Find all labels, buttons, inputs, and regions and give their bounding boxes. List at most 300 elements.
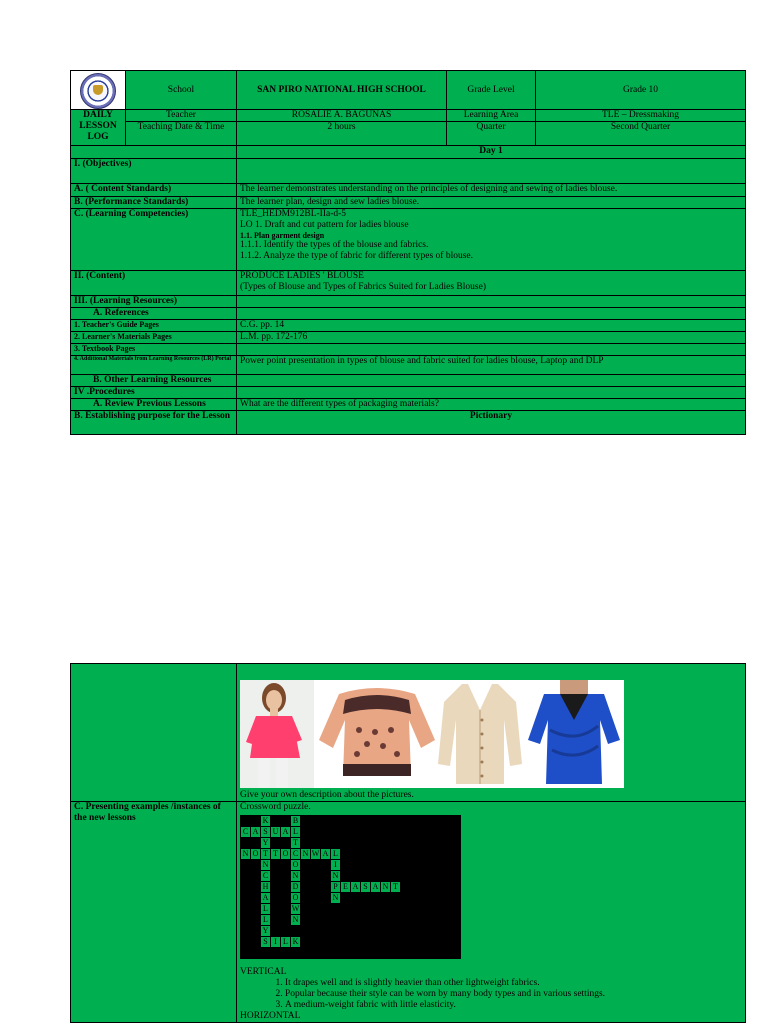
crossword-letter-cell: P bbox=[331, 882, 341, 893]
crossword-blank-cell bbox=[251, 860, 261, 871]
crossword-blank-cell bbox=[381, 937, 391, 948]
crossword-blank-cell bbox=[351, 827, 361, 838]
crossword-letter-cell: A bbox=[321, 849, 331, 860]
crossword-letter-cell: T bbox=[391, 882, 401, 893]
crossword-letter-cell: T bbox=[261, 849, 271, 860]
crossword-letter-cell: C bbox=[291, 849, 301, 860]
crossword-letter-cell: B bbox=[291, 816, 301, 827]
crossword-blank-cell bbox=[281, 948, 291, 959]
crossword-letter-cell: N bbox=[331, 871, 341, 882]
crossword-blank-cell bbox=[451, 849, 461, 860]
competency-code: TLE_HEDM912BL-IIa-d-5 bbox=[240, 209, 347, 219]
crossword-blank-cell bbox=[401, 904, 411, 915]
dll-line-2: LESSON bbox=[79, 121, 117, 131]
crossword-blank-cell bbox=[241, 904, 251, 915]
crossword-blank-cell bbox=[371, 915, 381, 926]
pictures-label-cell bbox=[71, 664, 237, 802]
deped-seal-cell bbox=[71, 71, 126, 110]
crossword-blank-cell bbox=[351, 948, 361, 959]
crossword-blank-cell bbox=[381, 948, 391, 959]
crossword-blank-cell bbox=[301, 915, 311, 926]
performance-standards: The learner plan, design and sew ladies blouse. bbox=[237, 197, 746, 209]
crossword-blank-cell bbox=[301, 882, 311, 893]
crossword-blank-cell bbox=[411, 915, 421, 926]
crossword-blank-cell bbox=[361, 871, 371, 882]
crossword-row bbox=[241, 926, 461, 937]
crossword-blank-cell bbox=[451, 816, 461, 827]
school-name: SAN PIRO NATIONAL HIGH SCHOOL bbox=[237, 71, 447, 110]
crossword-blank-cell bbox=[251, 948, 261, 959]
crossword-letter-cell: I bbox=[331, 860, 341, 871]
crossword-blank-cell bbox=[391, 827, 401, 838]
crossword-blank-cell bbox=[311, 915, 321, 926]
crossword-blank-cell bbox=[331, 915, 341, 926]
objectives-value bbox=[237, 159, 746, 184]
crossword-letter-cell: O bbox=[281, 849, 291, 860]
crossword-blank-cell bbox=[381, 849, 391, 860]
crossword-blank-cell bbox=[361, 827, 371, 838]
textbook-value bbox=[237, 344, 746, 356]
crossword-blank-cell bbox=[311, 816, 321, 827]
crossword-blank-cell bbox=[271, 915, 281, 926]
crossword-blank-cell bbox=[351, 838, 361, 849]
crossword-blank-cell bbox=[411, 882, 421, 893]
crossword-blank-cell bbox=[401, 915, 411, 926]
crossword-letter-cell: O bbox=[291, 860, 301, 871]
crossword-blank-cell bbox=[331, 816, 341, 827]
crossword-blank-cell bbox=[381, 860, 391, 871]
date-value: 2 hours bbox=[237, 122, 447, 146]
crossword-blank-cell bbox=[421, 816, 431, 827]
school-label: School bbox=[126, 71, 237, 110]
crossword-blank-cell bbox=[281, 838, 291, 849]
other-resources-value bbox=[237, 375, 746, 387]
crossword-blank-cell bbox=[361, 849, 371, 860]
dll-line-1: DAILY bbox=[83, 110, 113, 120]
crossword-blank-cell bbox=[351, 926, 361, 937]
crossword-blank-cell bbox=[361, 893, 371, 904]
crossword-blank-cell bbox=[241, 816, 251, 827]
crossword-row bbox=[241, 860, 461, 871]
date-label: Teaching Date & Time bbox=[126, 122, 237, 146]
crossword-blank-cell bbox=[311, 893, 321, 904]
crossword-blank-cell bbox=[351, 849, 361, 860]
additional-materials-label: 4. Additional Materials from Learning Resources (LR) Portal bbox=[71, 356, 237, 375]
crossword-blank-cell bbox=[431, 893, 441, 904]
crossword-blank-cell bbox=[281, 871, 291, 882]
crossword-blank-cell bbox=[301, 860, 311, 871]
performance-standards-label: B. (Performance Standards) bbox=[71, 197, 237, 209]
crossword-letter-cell: N bbox=[331, 893, 341, 904]
crossword-letter-cell: A bbox=[251, 827, 261, 838]
crossword-row bbox=[241, 915, 461, 926]
crossword-blank-cell bbox=[431, 827, 441, 838]
other-resources-label: B. Other Learning Resources bbox=[71, 375, 237, 387]
crossword-blank-cell bbox=[301, 926, 311, 937]
crossword-blank-cell bbox=[411, 948, 421, 959]
review: What are the different types of packaging materials? bbox=[237, 399, 746, 411]
crossword-blank-cell bbox=[451, 948, 461, 959]
blouse-pictures bbox=[240, 680, 624, 788]
crossword-letter-cell: C bbox=[241, 827, 251, 838]
crossword-letter-cell: S bbox=[261, 937, 271, 948]
crossword-blank-cell bbox=[361, 816, 371, 827]
procedures-label: IV .Procedures bbox=[71, 387, 237, 399]
crossword-blank-cell bbox=[301, 893, 311, 904]
crossword-blank-cell bbox=[331, 904, 341, 915]
learners-materials-label: 2. Learner's Materials Pages bbox=[71, 332, 237, 344]
crossword-blank-cell bbox=[381, 871, 391, 882]
crossword-blank-cell bbox=[321, 816, 331, 827]
crossword-blank-cell bbox=[381, 926, 391, 937]
crossword-blank-cell bbox=[411, 893, 421, 904]
crossword-blank-cell bbox=[381, 838, 391, 849]
competency-1-1: 1.1. Plan garment design bbox=[240, 231, 325, 240]
crossword-row bbox=[241, 937, 461, 948]
crossword-blank-cell bbox=[431, 871, 441, 882]
references-label: A. References bbox=[71, 308, 237, 320]
crossword-blank-cell bbox=[271, 893, 281, 904]
crossword-cell bbox=[237, 802, 746, 1023]
crossword-letter-cell: I bbox=[271, 937, 281, 948]
crossword-letter-cell: T bbox=[291, 838, 301, 849]
purpose: Pictionary bbox=[237, 411, 746, 435]
crossword-blank-cell bbox=[331, 827, 341, 838]
competency-1-1-2: 1.1.2. Analyze the type of fabric for different types of blouse. bbox=[240, 251, 474, 261]
crossword-blank-cell bbox=[241, 838, 251, 849]
crossword-letter-cell: N bbox=[261, 860, 271, 871]
vertical-clue: 3. A medium-weight fabric with little elasticity. bbox=[285, 1000, 742, 1011]
crossword-blank-cell bbox=[421, 860, 431, 871]
crossword-blank-cell bbox=[431, 838, 441, 849]
crossword-letter-cell: K bbox=[291, 937, 301, 948]
crossword-blank-cell bbox=[411, 838, 421, 849]
crossword-blank-cell bbox=[371, 816, 381, 827]
crossword-letter-cell: K bbox=[261, 816, 271, 827]
crossword-blank-cell bbox=[361, 838, 371, 849]
crossword-blank-cell bbox=[381, 893, 391, 904]
crossword-blank-cell bbox=[401, 948, 411, 959]
crossword-blank-cell bbox=[351, 904, 361, 915]
crossword-blank-cell bbox=[301, 816, 311, 827]
crossword-blank-cell bbox=[311, 926, 321, 937]
crossword-blank-cell bbox=[251, 915, 261, 926]
crossword-blank-cell bbox=[411, 937, 421, 948]
crossword-blank-cell bbox=[291, 926, 301, 937]
crossword-blank-cell bbox=[441, 948, 451, 959]
crossword-blank-cell bbox=[281, 816, 291, 827]
competencies bbox=[237, 209, 746, 271]
crossword-row bbox=[241, 849, 461, 860]
crossword-blank-cell bbox=[341, 904, 351, 915]
crossword-blank-cell bbox=[451, 860, 461, 871]
competency-1-1-1: 1.1.1. Identify the types of the blouse and fabrics. bbox=[240, 240, 429, 250]
crossword-blank-cell bbox=[301, 871, 311, 882]
crossword-blank-cell bbox=[321, 937, 331, 948]
dll-line-3: LOG bbox=[87, 132, 109, 142]
crossword-blank-cell bbox=[341, 915, 351, 926]
crossword-letter-cell: W bbox=[311, 849, 320, 858]
crossword-blank-cell bbox=[421, 926, 431, 937]
crossword-blank-cell bbox=[381, 904, 391, 915]
crossword-blank-cell bbox=[281, 904, 291, 915]
review-label: A. Review Previous Lessons bbox=[71, 399, 237, 411]
crossword-blank-cell bbox=[371, 893, 381, 904]
crossword-letter-cell: A bbox=[351, 882, 361, 893]
crossword-blank-cell bbox=[251, 904, 261, 915]
crossword-blank-cell bbox=[391, 904, 401, 915]
crossword-row bbox=[241, 838, 461, 849]
crossword-blank-cell bbox=[431, 926, 441, 937]
crossword-blank-cell bbox=[421, 838, 431, 849]
crossword-blank-cell bbox=[431, 937, 441, 948]
crossword-blank-cell bbox=[371, 937, 381, 948]
crossword-letter-cell: Y bbox=[261, 926, 271, 937]
crossword-blank-cell bbox=[341, 838, 351, 849]
vertical-heading: VERTICAL bbox=[240, 967, 287, 977]
crossword-blank-cell bbox=[301, 937, 311, 948]
crossword-blank-cell bbox=[421, 871, 431, 882]
pink-blouse-photo bbox=[240, 680, 314, 788]
crossword-letter-cell: S bbox=[361, 882, 371, 893]
crossword-blank-cell bbox=[241, 937, 251, 948]
crossword-blank-cell bbox=[281, 882, 291, 893]
crossword-letter-cell: N bbox=[241, 849, 251, 860]
crossword-letter-cell: L bbox=[281, 937, 291, 948]
crossword-blank-cell bbox=[441, 904, 451, 915]
crossword-blank-cell bbox=[321, 882, 331, 893]
crossword-letter-cell: L bbox=[331, 849, 341, 860]
crossword-blank-cell bbox=[431, 882, 441, 893]
crossword-letter-cell: S bbox=[261, 827, 271, 838]
crossword-blank-cell bbox=[361, 904, 371, 915]
crossword-blank-cell bbox=[391, 838, 401, 849]
crossword-blank-cell bbox=[391, 937, 401, 948]
crossword-blank-cell bbox=[401, 827, 411, 838]
crossword-blank-cell bbox=[251, 937, 261, 948]
crossword-blank-cell bbox=[261, 948, 271, 959]
crossword-blank-cell bbox=[361, 860, 371, 871]
blue-wrap-blouse-photo bbox=[524, 680, 624, 788]
crossword-blank-cell bbox=[401, 937, 411, 948]
crossword-blank-cell bbox=[241, 915, 251, 926]
crossword-blank-cell bbox=[251, 838, 261, 849]
pictures-caption: Give your own description about the pictures. bbox=[240, 790, 414, 800]
crossword-letter-cell: O bbox=[251, 849, 261, 860]
crossword-blank-cell bbox=[411, 860, 421, 871]
crossword-blank-cell bbox=[421, 937, 431, 948]
crossword-blank-cell bbox=[271, 904, 281, 915]
content-title: PRODUCE LADIES ' BLOUSE bbox=[240, 271, 364, 281]
crossword-blank-cell bbox=[311, 937, 321, 948]
crossword-blank-cell bbox=[321, 893, 331, 904]
crossword-letter-cell: D bbox=[291, 882, 301, 893]
horizontal-heading: HORIZONTAL bbox=[240, 1011, 301, 1021]
crossword-letter-cell: H bbox=[261, 882, 271, 893]
crossword-blank-cell bbox=[251, 926, 261, 937]
crossword-blank-cell bbox=[371, 926, 381, 937]
crossword-blank-cell bbox=[301, 838, 311, 849]
presenting-examples-label: C. Presenting examples /instances of the new lessons bbox=[71, 802, 237, 1023]
crossword-blank-cell bbox=[361, 926, 371, 937]
crossword-blank-cell bbox=[251, 882, 261, 893]
crossword-blank-cell bbox=[421, 849, 431, 860]
crossword-blank-cell bbox=[441, 882, 451, 893]
crossword-row bbox=[241, 816, 461, 827]
crossword-blank-cell bbox=[251, 893, 261, 904]
crossword-blank-cell bbox=[331, 948, 341, 959]
crossword-blank-cell bbox=[401, 926, 411, 937]
crossword-blank-cell bbox=[441, 827, 451, 838]
crossword-blank-cell bbox=[311, 904, 321, 915]
crossword-blank-cell bbox=[401, 871, 411, 882]
crossword-blank-cell bbox=[391, 948, 401, 959]
crossword-blank-cell bbox=[441, 849, 451, 860]
crossword-blank-cell bbox=[321, 871, 331, 882]
additional-materials: Power point presentation in types of blouse and fabric suited for ladies blouse, Laptop and DLP bbox=[237, 356, 746, 375]
dll-title bbox=[71, 110, 126, 146]
crossword-blank-cell bbox=[281, 893, 291, 904]
lesson-log-table bbox=[70, 70, 746, 435]
crossword-blank-cell bbox=[281, 860, 291, 871]
crossword-blank-cell bbox=[401, 816, 411, 827]
textbook-label: 3. Textbook Pages bbox=[71, 344, 237, 356]
crossword-blank-cell bbox=[251, 816, 261, 827]
grade-level: Grade 10 bbox=[536, 71, 746, 110]
quarter: Second Quarter bbox=[536, 122, 746, 146]
crossword-title: Crossword puzzle. bbox=[240, 802, 311, 812]
competency-lo: LO 1. Draft and cut pattern for ladies blouse bbox=[240, 220, 409, 230]
crossword-blank-cell bbox=[361, 915, 371, 926]
crossword-blank-cell bbox=[341, 849, 351, 860]
resources-label: III. (Learning Resources) bbox=[71, 296, 237, 308]
crossword-blank-cell bbox=[321, 838, 331, 849]
crossword-blank-cell bbox=[451, 904, 461, 915]
crossword-blank-cell bbox=[341, 893, 351, 904]
crossword-row bbox=[241, 904, 461, 915]
crossword-blank-cell bbox=[431, 948, 441, 959]
crossword-blank-cell bbox=[391, 816, 401, 827]
crossword-blank-cell bbox=[371, 871, 381, 882]
crossword-blank-cell bbox=[381, 816, 391, 827]
crossword-letter-cell: E bbox=[341, 882, 351, 893]
crossword-blank-cell bbox=[371, 838, 381, 849]
crossword-blank-cell bbox=[411, 816, 421, 827]
pictures-cell bbox=[237, 664, 746, 802]
learning-area: TLE – Dressmaking bbox=[536, 110, 746, 122]
learners-materials: L.M. pp. 172-176 bbox=[237, 332, 746, 344]
content-subtitle: (Types of Blouse and Types of Fabrics Suited for Ladies Blouse) bbox=[240, 282, 486, 292]
crossword-blank-cell bbox=[411, 827, 421, 838]
crossword-letter-cell: O bbox=[291, 893, 301, 904]
crossword-blank-cell bbox=[241, 882, 251, 893]
crossword-row bbox=[241, 827, 461, 838]
crossword-blank-cell bbox=[251, 871, 261, 882]
crossword-row bbox=[241, 882, 461, 893]
crossword-blank-cell bbox=[451, 871, 461, 882]
crossword-blank-cell bbox=[311, 827, 321, 838]
crossword-letter-cell: N bbox=[381, 882, 391, 893]
crossword-blank-cell bbox=[441, 926, 451, 937]
crossword-blank-cell bbox=[241, 860, 251, 871]
crossword-blank-cell bbox=[271, 860, 281, 871]
crossword-blank-cell bbox=[431, 915, 441, 926]
crossword-blank-cell bbox=[421, 893, 431, 904]
crossword-blank-cell bbox=[391, 915, 401, 926]
vertical-clue: 2. Popular because their style can be worn by many body types and in various settings. bbox=[285, 989, 742, 1000]
crossword-blank-cell bbox=[321, 904, 331, 915]
crossword-blank-cell bbox=[441, 816, 451, 827]
crossword-blank-cell bbox=[321, 827, 331, 838]
crossword-blank-cell bbox=[381, 915, 391, 926]
learning-area-label: Learning Area bbox=[447, 110, 536, 122]
crossword-blank-cell bbox=[321, 860, 331, 871]
crossword-blank-cell bbox=[451, 893, 461, 904]
crossword-blank-cell bbox=[411, 904, 421, 915]
crossword-blank-cell bbox=[351, 860, 361, 871]
crossword-blank-cell bbox=[371, 948, 381, 959]
teacher-label: Teacher bbox=[126, 110, 237, 122]
crossword-blank-cell bbox=[351, 893, 361, 904]
crossword-blank-cell bbox=[391, 871, 401, 882]
crossword-blank-cell bbox=[361, 948, 371, 959]
crossword-blank-cell bbox=[441, 871, 451, 882]
crossword-blank-cell bbox=[451, 915, 461, 926]
teachers-guide-label: 1. Teacher's Guide Pages bbox=[71, 320, 237, 332]
crossword-letter-cell: A bbox=[281, 827, 291, 838]
crossword-blank-cell bbox=[411, 926, 421, 937]
crossword-blank-cell bbox=[401, 882, 411, 893]
crossword-blank-cell bbox=[311, 882, 321, 893]
crossword-blank-cell bbox=[371, 860, 381, 871]
crossword-blank-cell bbox=[391, 926, 401, 937]
procedures-value bbox=[237, 387, 746, 399]
crossword-row bbox=[241, 948, 461, 959]
crossword-blank-cell bbox=[401, 838, 411, 849]
crossword-blank-cell bbox=[271, 838, 281, 849]
crossword-blank-cell bbox=[381, 827, 391, 838]
vertical-clue: 1. It drapes well and is slightly heavier than other lightweight fabrics. bbox=[285, 978, 742, 989]
crossword-blank-cell bbox=[271, 882, 281, 893]
content-standards-label: A. ( Content Standards) bbox=[71, 184, 237, 197]
crossword-blank-cell bbox=[311, 860, 321, 871]
crossword-blank-cell bbox=[411, 849, 421, 860]
lesson-log-table-continued bbox=[70, 663, 746, 1023]
crossword-blank-cell bbox=[341, 860, 351, 871]
crossword-blank-cell bbox=[451, 882, 461, 893]
crossword-blank-cell bbox=[241, 871, 251, 882]
crossword-blank-cell bbox=[321, 915, 331, 926]
crossword-blank-cell bbox=[241, 926, 251, 937]
crossword-blank-cell bbox=[281, 926, 291, 937]
crossword-blank-cell bbox=[441, 838, 451, 849]
crossword-blank-cell bbox=[341, 871, 351, 882]
crossword-blank-cell bbox=[311, 871, 321, 882]
crossword-blank-cell bbox=[291, 948, 301, 959]
crossword-blank-cell bbox=[271, 948, 281, 959]
crossword-blank-cell bbox=[431, 849, 441, 860]
crossword-blank-cell bbox=[411, 871, 421, 882]
crossword-blank-cell bbox=[421, 948, 431, 959]
crossword-blank-cell bbox=[331, 937, 341, 948]
crossword-blank-cell bbox=[341, 948, 351, 959]
crossword-blank-cell bbox=[321, 926, 331, 937]
crossword-blank-cell bbox=[401, 860, 411, 871]
crossword-blank-cell bbox=[451, 937, 461, 948]
crossword-blank-cell bbox=[361, 937, 371, 948]
crossword-blank-cell bbox=[321, 948, 331, 959]
peasant-blouse-photo bbox=[317, 680, 437, 788]
